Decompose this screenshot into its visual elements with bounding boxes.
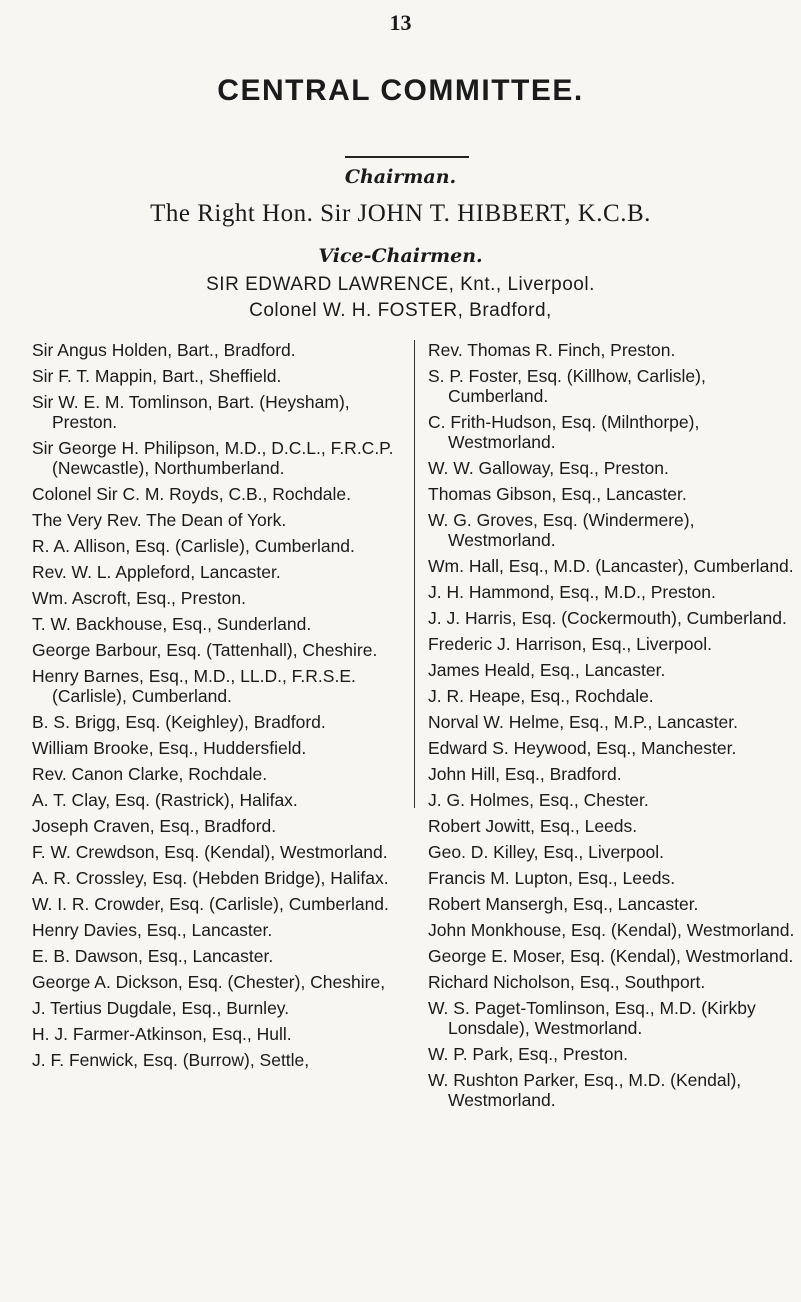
member-entry: W. G. Groves, Esq. (Windermere), Westmorland. xyxy=(428,510,695,550)
member-entry: Robert Mansergh, Esq., Lancaster. xyxy=(428,894,699,914)
members-right-column xyxy=(428,340,800,1116)
member-entry: Rev. Canon Clarke, Rochdale. xyxy=(32,764,268,784)
member-entry: Henry Davies, Esq., Lancaster. xyxy=(32,920,273,940)
member-entry: George A. Dickson, Esq. (Chester), Cheshire, xyxy=(32,972,386,992)
member-entry: Sir George H. Philipson, M.D., D.C.L., F.R.C.P. (Newcastle), Northumberland. xyxy=(32,438,394,478)
member-entry: B. S. Brigg, Esq. (Keighley), Bradford. xyxy=(32,712,326,732)
member-entry: Henry Barnes, Esq., M.D., LL.D., F.R.S.E. (Carlisle), Cumberland. xyxy=(32,666,356,706)
member-entry: George E. Moser, Esq. (Kendal), Westmorland. xyxy=(428,946,794,966)
member-entry: James Heald, Esq., Lancaster. xyxy=(428,660,666,680)
member-entry: T. W. Backhouse, Esq., Sunderland. xyxy=(32,614,312,634)
member-entry: F. W. Crewdson, Esq. (Kendal), Westmorland. xyxy=(32,842,388,862)
member-entry: E. B. Dawson, Esq., Lancaster. xyxy=(32,946,274,966)
member-entry: Joseph Craven, Esq., Bradford. xyxy=(32,816,277,836)
member-entry: John Hill, Esq., Bradford. xyxy=(428,764,622,784)
member-entry: Francis M. Lupton, Esq., Leeds. xyxy=(428,868,676,888)
member-entry: J. G. Holmes, Esq., Chester. xyxy=(428,790,649,810)
member-entry: Geo. D. Killey, Esq., Liverpool. xyxy=(428,842,665,862)
member-entry: C. Frith-Hudson, Esq. (Milnthorpe), Westmorland. xyxy=(428,412,700,452)
members-left-column xyxy=(32,340,410,1076)
member-entry: W. Rushton Parker, Esq., M.D. (Kendal), Westmorland. xyxy=(428,1070,742,1110)
member-entry: A. T. Clay, Esq. (Rastrick), Halifax. xyxy=(32,790,298,810)
member-entry: George Barbour, Esq. (Tattenhall), Cheshire. xyxy=(32,640,378,660)
heading-divider xyxy=(345,156,469,158)
member-entry: W. P. Park, Esq., Preston. xyxy=(428,1044,629,1064)
vice-chairmen-title: Vice-Chairmen. xyxy=(318,245,483,267)
member-entry: H. J. Farmer-Atkinson, Esq., Hull. xyxy=(32,1024,292,1044)
member-entry: W. I. R. Crowder, Esq. (Carlisle), Cumberland. xyxy=(32,894,389,914)
member-entry: William Brooke, Esq., Huddersfield. xyxy=(32,738,307,758)
member-entry: The Very Rev. The Dean of York. xyxy=(32,510,287,530)
member-entry: John Monkhouse, Esq. (Kendal), Westmorland. xyxy=(428,920,795,940)
column-divider xyxy=(414,340,415,808)
member-entry: Sir F. T. Mappin, Bart., Sheffield. xyxy=(32,366,282,386)
member-entry: Robert Jowitt, Esq., Leeds. xyxy=(428,816,638,836)
member-entry: J. R. Heape, Esq., Rochdale. xyxy=(428,686,654,706)
member-entry: Sir Angus Holden, Bart., Bradford. xyxy=(32,340,296,360)
member-entry: R. A. Allison, Esq. (Carlisle), Cumberland. xyxy=(32,536,355,556)
page-title: CENTRAL COMMITTEE. xyxy=(217,74,584,107)
vice-chairman-1: SIR EDWARD LAWRENCE, Knt., Liverpool. xyxy=(206,274,595,295)
member-entry: A. R. Crossley, Esq. (Hebden Bridge), Halifax. xyxy=(32,868,389,888)
member-entry: Richard Nicholson, Esq., Southport. xyxy=(428,972,706,992)
member-entry: S. P. Foster, Esq. (Killhow, Carlisle), Cumberland. xyxy=(428,366,706,406)
member-entry: J. J. Harris, Esq. (Cockermouth), Cumberland. xyxy=(428,608,787,628)
member-entry: Wm. Hall, Esq., M.D. (Lancaster), Cumberland. xyxy=(428,556,794,576)
member-entry: Colonel Sir C. M. Royds, C.B., Rochdale. xyxy=(32,484,352,504)
vice-chairman-2: Colonel W. H. FOSTER, Bradford, xyxy=(249,300,552,321)
member-entry: Thomas Gibson, Esq., Lancaster. xyxy=(428,484,687,504)
member-entry: Wm. Ascroft, Esq., Preston. xyxy=(32,588,246,608)
member-entry: J. H. Hammond, Esq., M.D., Preston. xyxy=(428,582,716,602)
member-entry: W. S. Paget-Tomlinson, Esq., M.D. (Kirkby Lonsdale), Westmorland. xyxy=(428,998,756,1038)
member-entry: J. Tertius Dugdale, Esq., Burnley. xyxy=(32,998,290,1018)
member-entry: Sir W. E. M. Tomlinson, Bart. (Heysham), Preston. xyxy=(32,392,350,432)
member-entry: Edward S. Heywood, Esq., Manchester. xyxy=(428,738,737,758)
chairman-name: The Right Hon. Sir JOHN T. HIBBERT, K.C.B. xyxy=(150,200,651,227)
member-entry: Rev. Thomas R. Finch, Preston. xyxy=(428,340,676,360)
chairman-title: Chairman. xyxy=(344,166,457,188)
member-entry: J. F. Fenwick, Esq. (Burrow), Settle, xyxy=(32,1050,310,1070)
member-entry: W. W. Galloway, Esq., Preston. xyxy=(428,458,669,478)
member-entry: Rev. W. L. Appleford, Lancaster. xyxy=(32,562,281,582)
member-entry: Frederic J. Harrison, Esq., Liverpool. xyxy=(428,634,712,654)
member-entry: Norval W. Helme, Esq., M.P., Lancaster. xyxy=(428,712,738,732)
page-number: 13 xyxy=(389,10,412,35)
